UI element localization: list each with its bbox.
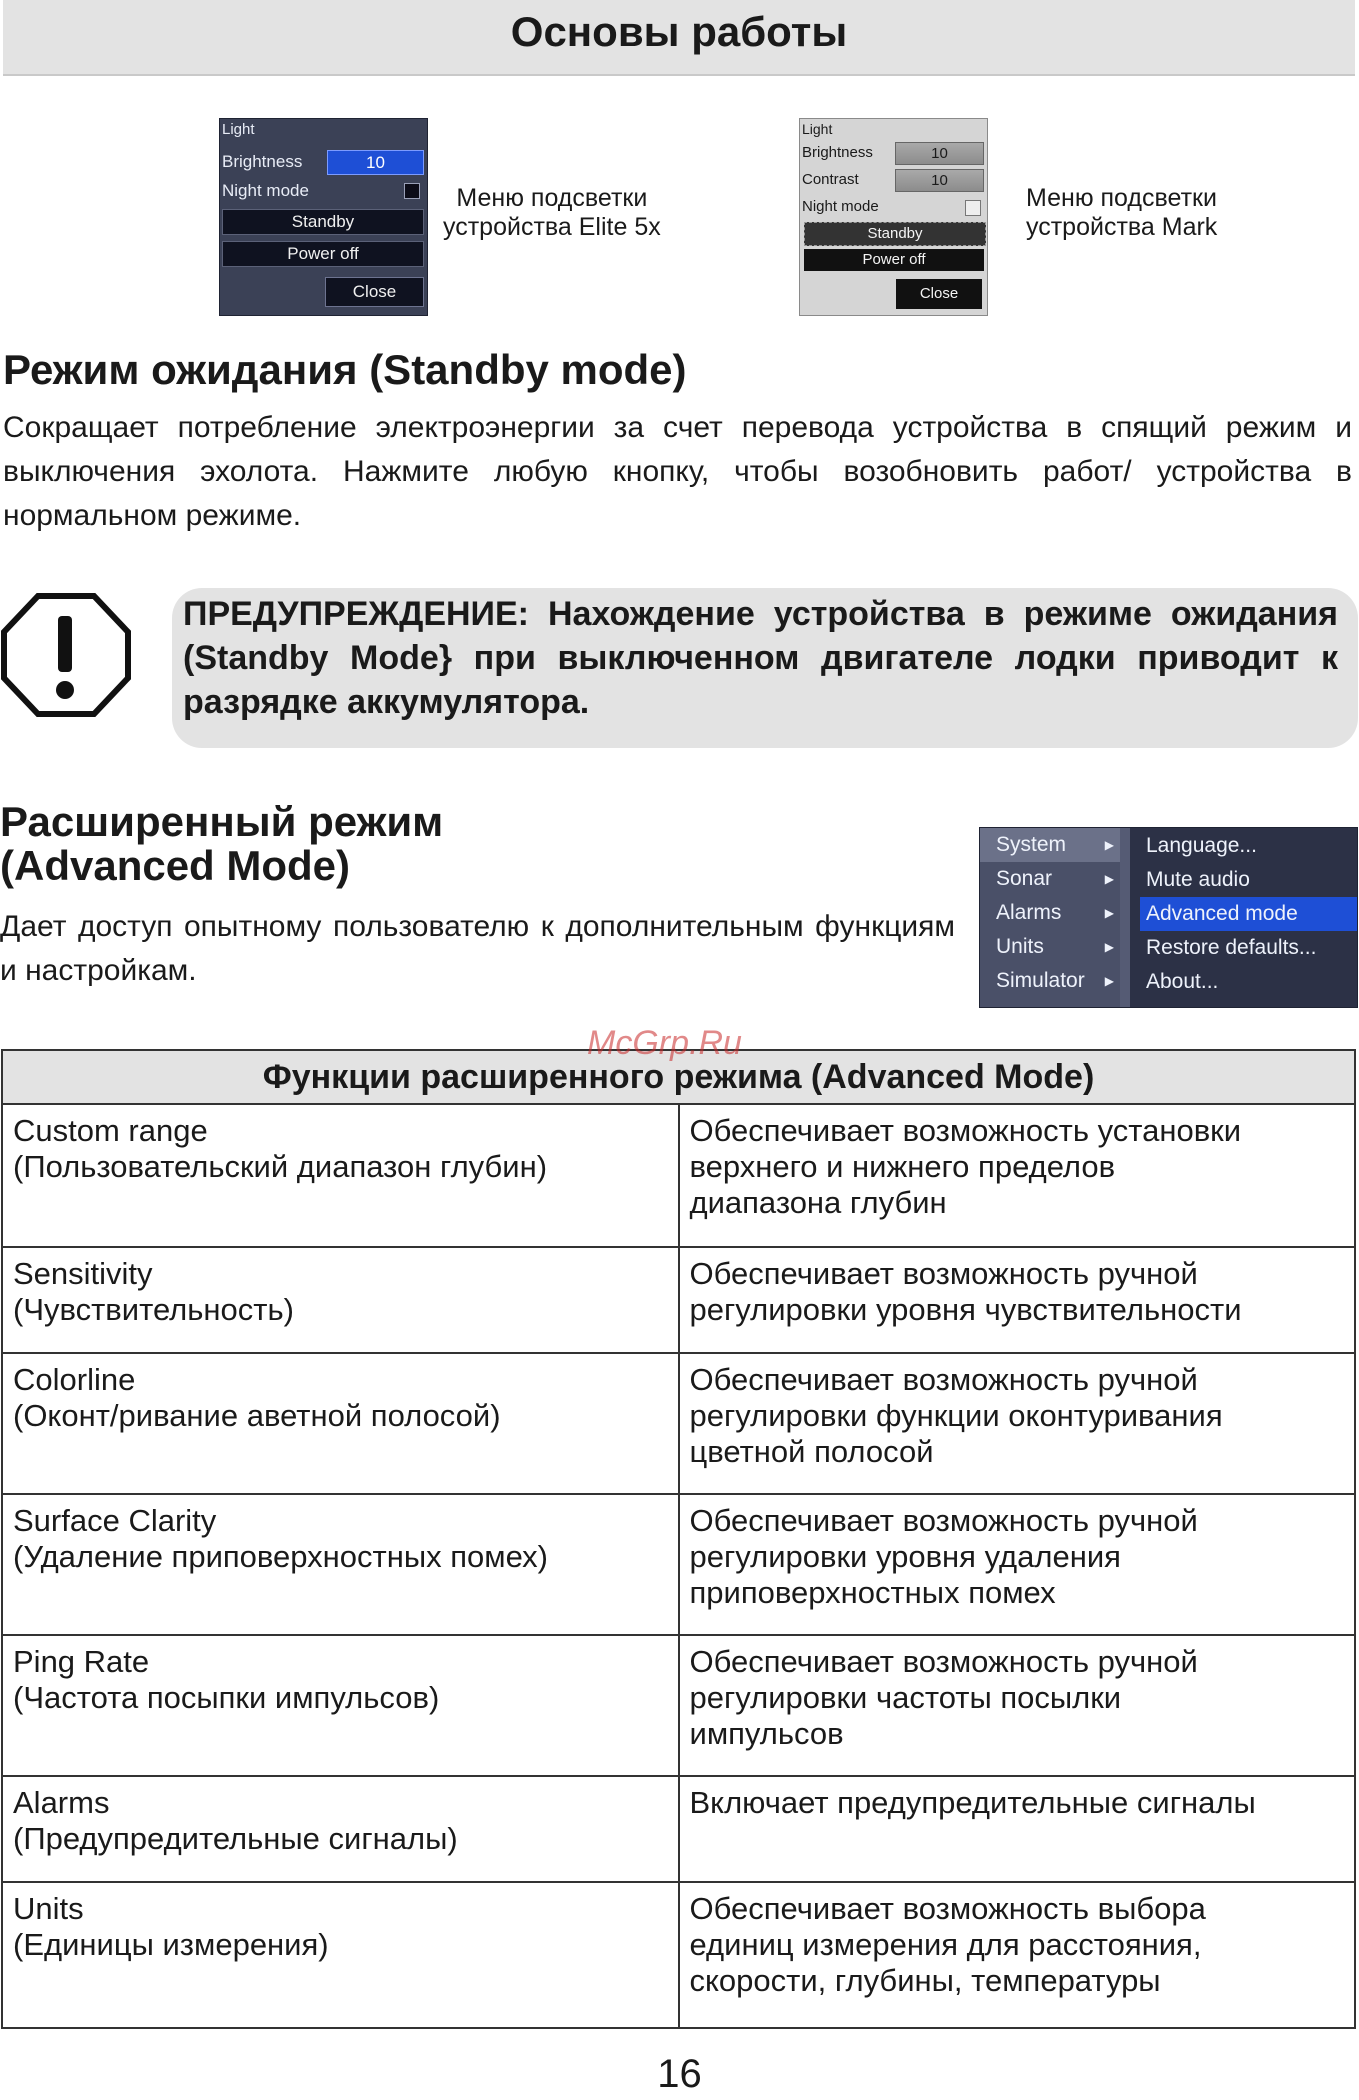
mark-brightness-row — [802, 140, 985, 165]
menu-item-language: Language... — [1146, 834, 1257, 857]
mark-contrast-value: 10 — [895, 169, 984, 192]
feature-description: Включает предупредительные сигналы — [679, 1776, 1356, 1882]
mark-night-mode-row — [802, 194, 985, 219]
feature-description: Обеспечивает возможность ручной регулировки функции оконтуривания цветной полосой — [679, 1353, 1356, 1494]
feature-description: Обеспечивает возможность ручной регулировки уровня удаления приповерхностных помех — [679, 1494, 1356, 1635]
elite-menu-caption: Меню подсветки устройства Elite 5x — [443, 184, 661, 241]
mark-light-menu-screenshot — [799, 118, 988, 316]
advanced-description: Дает доступ опытному пользователю к дополнительным функциям и настройкам. — [0, 910, 955, 987]
elite-power-off-button: Power off — [222, 241, 424, 267]
menu-item-simulator: Simulator ▶ — [980, 964, 1120, 998]
menu-item-system: System ▶ — [980, 828, 1120, 862]
mark-brightness-value: 10 — [895, 142, 984, 165]
menu-item-sonar: Sonar ▶ — [980, 862, 1120, 896]
mark-brightness-label: Brightness — [802, 144, 873, 161]
table-row — [2, 1776, 1355, 1882]
feature-description: Обеспечивает возможность выбора единиц измерения для расстояния, скорости, глубины, температуры — [679, 1882, 1356, 2028]
chevron-right-icon: ▶ — [1104, 906, 1114, 920]
elite-night-mode-row — [222, 178, 422, 203]
feature-name: Colorline (Оконт/ривание аветной полосой) — [2, 1353, 679, 1494]
elite-close-button: Close — [325, 277, 424, 307]
menu-item-alarms: Alarms ▶ — [980, 896, 1120, 930]
mark-night-mode-checkbox — [965, 200, 981, 216]
chevron-right-icon: ▶ — [1104, 940, 1114, 954]
mark-standby-button: Standby — [804, 222, 986, 246]
table-row — [2, 1247, 1355, 1353]
mark-contrast-row — [802, 167, 985, 192]
elite-night-mode-checkbox — [404, 183, 420, 199]
elite-light-menu-screenshot — [219, 118, 428, 316]
warning-icon — [0, 592, 132, 718]
chevron-right-icon: ▶ — [1104, 974, 1114, 988]
mark-power-off-button: Power off — [804, 249, 984, 271]
menu-item-about: About... — [1146, 970, 1219, 993]
menu-item-mute-audio: Mute audio — [1146, 868, 1250, 891]
advanced-menu-right-column — [1120, 828, 1358, 1007]
mark-menu-caption: Меню подсветки устройства Mark — [1026, 184, 1218, 241]
page-title: Основы работы — [510, 8, 848, 55]
feature-name: Surface Clarity (Удаление приповерхностных помех) — [2, 1494, 679, 1635]
mark-menu-title: Light — [802, 121, 833, 137]
feature-description: Обеспечивает возможность установки верхнего и нижнего пределов диапазона глубин — [679, 1104, 1356, 1247]
elite-brightness-value: 10 — [327, 150, 424, 175]
page-header — [3, 0, 1355, 76]
table-row — [2, 1353, 1355, 1494]
advanced-features-table — [1, 1049, 1356, 2029]
feature-name: Custom range (Пользовательский диапазон глубин) — [2, 1104, 679, 1247]
feature-name: Units (Единицы измерения) — [2, 1882, 679, 2028]
advanced-heading-line1: Расширенный режим — [0, 798, 444, 845]
elite-night-mode-label: Night mode — [222, 181, 309, 200]
mark-close-button: Close — [896, 279, 982, 309]
advanced-menu-left-column — [980, 828, 1120, 1007]
table-header: Функции расширенного режима (Advanced Mode) — [2, 1050, 1355, 1104]
elite-standby-button: Standby — [222, 209, 424, 235]
mark-night-mode-label: Night mode — [802, 198, 879, 215]
page-number: 16 — [657, 2052, 702, 2096]
advanced-heading-line2: (Advanced Mode) — [0, 842, 351, 889]
advanced-menu-screenshot — [979, 827, 1358, 1008]
table-row — [2, 1882, 1355, 2028]
chevron-right-icon: ▶ — [1104, 838, 1114, 852]
elite-brightness-label: Brightness — [222, 152, 303, 171]
menu-item-restore-defaults: Restore defaults... — [1146, 936, 1317, 959]
table-row — [2, 1494, 1355, 1635]
watermark: McGrp.Ru — [587, 1024, 742, 1062]
feature-description: Обеспечивает возможность ручной регулировки уровня чувствительности — [679, 1247, 1356, 1353]
menu-item-units: Units ▶ — [980, 930, 1120, 964]
table-row — [2, 1635, 1355, 1776]
standby-heading: Режим ожидания (Standby mode) — [3, 346, 687, 393]
elite-menu-title: Light — [222, 121, 255, 138]
feature-name: Sensitivity (Чувствительность) — [2, 1247, 679, 1353]
feature-description: Обеспечивает возможность ручной регулировки частоты посылки импульсов — [679, 1635, 1356, 1776]
standby-description: Сокращает потребление электроэнергии за счет перевода устройства в спящий режим и выключения эхолота. Нажмите любую кнопку, чтобы возобновить работ/ устройства в нормальном режиме. — [3, 411, 1352, 532]
warning-text: ПРЕДУПРЕЖДЕНИЕ: Нахождение устройства в режиме ожидания (Standby Mode} при выключенном двигателе лодки приводит к разрядке аккумулятора. — [183, 595, 1338, 721]
table-row — [2, 1104, 1355, 1247]
chevron-right-icon: ▶ — [1104, 872, 1114, 886]
menu-item-advanced-mode: Advanced mode — [1140, 897, 1358, 931]
feature-name: Alarms (Предупредительные сигналы) — [2, 1776, 679, 1882]
elite-brightness-row — [222, 149, 422, 174]
mark-contrast-label: Contrast — [802, 171, 859, 188]
feature-name: Ping Rate (Частота посыпки импульсов) — [2, 1635, 679, 1776]
